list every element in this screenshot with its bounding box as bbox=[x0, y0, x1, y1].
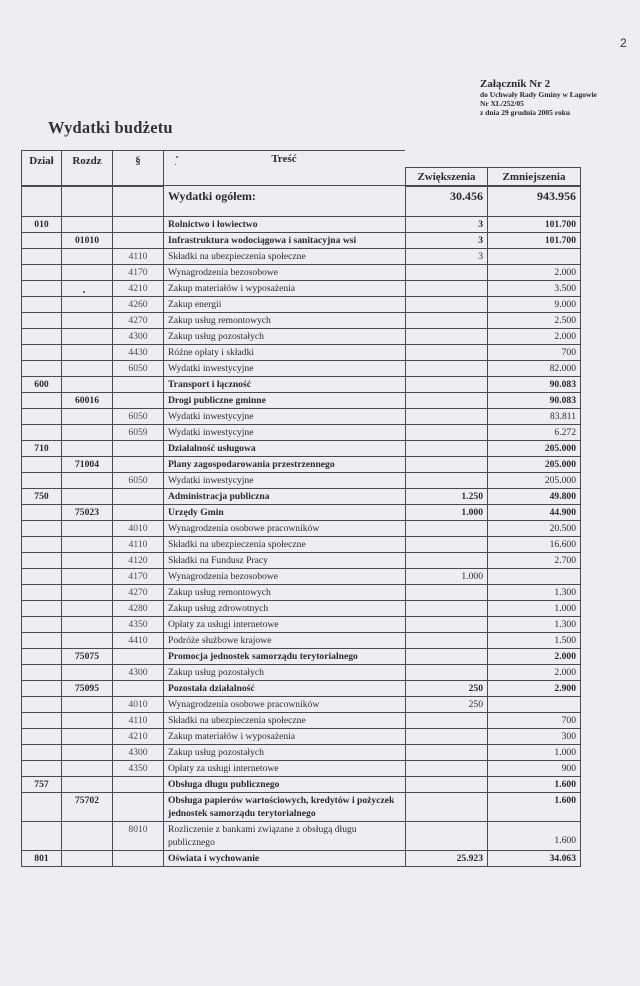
header-rozdz: Rozdz bbox=[62, 151, 113, 186]
cell-zwiekszenia bbox=[406, 585, 488, 601]
document-title: Wydatki budżetu bbox=[48, 118, 173, 137]
cell-zwiekszenia bbox=[406, 601, 488, 617]
cell-zmniejszenia: 1.300 bbox=[488, 585, 581, 601]
cell-zwiekszenia bbox=[406, 281, 488, 297]
cell-zmniejszenia: 900 bbox=[488, 761, 581, 777]
cell-zmniejszenia: 20.500 bbox=[488, 521, 581, 537]
cell-zwiekszenia bbox=[406, 441, 488, 457]
cell-tresc: Rolnictwo i łowiectwo bbox=[164, 217, 406, 233]
cell-tresc: Zakup usług remontowych bbox=[164, 585, 406, 601]
cell-tresc: Administracja publiczna bbox=[164, 489, 406, 505]
cell-dzial bbox=[22, 361, 62, 377]
cell-rozdz bbox=[62, 521, 113, 537]
cell-zmniejszenia bbox=[488, 249, 581, 265]
cell-zwiekszenia bbox=[406, 521, 488, 537]
cell-dzial bbox=[22, 681, 62, 697]
cell-paragraf: 8010 bbox=[113, 822, 164, 851]
table-row bbox=[22, 822, 581, 851]
cell-zwiekszenia bbox=[406, 822, 488, 851]
cell-rozdz bbox=[62, 617, 113, 633]
cell-dzial: 801 bbox=[22, 851, 62, 867]
scan-speck bbox=[176, 156, 178, 158]
cell-paragraf: 4110 bbox=[113, 713, 164, 729]
cell-zmniejszenia: 44.900 bbox=[488, 505, 581, 521]
cell-paragraf bbox=[113, 217, 164, 233]
cell-dzial bbox=[22, 665, 62, 681]
cell-dzial bbox=[22, 186, 62, 217]
cell-rozdz bbox=[62, 313, 113, 329]
cell-rozdz: 71004 bbox=[62, 457, 113, 473]
cell-paragraf: 4010 bbox=[113, 521, 164, 537]
cell-paragraf bbox=[113, 489, 164, 505]
cell-tresc: Zakup energii bbox=[164, 297, 406, 313]
page-number: 2 bbox=[620, 36, 627, 50]
cell-paragraf: 4280 bbox=[113, 601, 164, 617]
cell-paragraf bbox=[113, 457, 164, 473]
cell-tresc: Zakup materiałów i wyposażenia bbox=[164, 281, 406, 297]
cell-zmniejszenia: 82.000 bbox=[488, 361, 581, 377]
table-row bbox=[22, 217, 581, 233]
cell-tresc: Wydatki inwestycyjne bbox=[164, 425, 406, 441]
cell-zwiekszenia bbox=[406, 713, 488, 729]
cell-paragraf: 4120 bbox=[113, 553, 164, 569]
cell-zwiekszenia bbox=[406, 553, 488, 569]
cell-tresc: Zakup usług pozostałych bbox=[164, 665, 406, 681]
cell-dzial bbox=[22, 553, 62, 569]
annex-resolution: do Uchwały Rady Gminy w Łagowie bbox=[480, 90, 597, 99]
table-row bbox=[22, 697, 581, 713]
cell-rozdz bbox=[62, 441, 113, 457]
cell-paragraf: 4350 bbox=[113, 761, 164, 777]
annex-number: Nr XL/252/05 bbox=[480, 99, 524, 108]
cell-zwiekszenia: 25.923 bbox=[406, 851, 488, 867]
cell-zmniejszenia: 9.000 bbox=[488, 297, 581, 313]
cell-zmniejszenia: 205.000 bbox=[488, 441, 581, 457]
cell-rozdz: 60016 bbox=[62, 393, 113, 409]
table-row bbox=[22, 281, 581, 297]
cell-zmniejszenia: 300 bbox=[488, 729, 581, 745]
cell-paragraf: 4210 bbox=[113, 729, 164, 745]
cell-zmniejszenia bbox=[488, 569, 581, 585]
cell-zwiekszenia: 3 bbox=[406, 249, 488, 265]
cell-zmniejszenia: 90.083 bbox=[488, 393, 581, 409]
cell-tresc: Podróże służbowe krajowe bbox=[164, 633, 406, 649]
cell-tresc: Oświata i wychowanie bbox=[164, 851, 406, 867]
table-row bbox=[22, 361, 581, 377]
annex-title: Załącznik Nr 2 bbox=[480, 78, 551, 90]
cell-zwiekszenia bbox=[406, 329, 488, 345]
cell-zmniejszenia: 1.500 bbox=[488, 633, 581, 649]
cell-zmniejszenia: 2.000 bbox=[488, 329, 581, 345]
cell-rozdz bbox=[62, 297, 113, 313]
cell-paragraf: 4350 bbox=[113, 617, 164, 633]
cell-paragraf: 6059 bbox=[113, 425, 164, 441]
cell-paragraf bbox=[113, 233, 164, 249]
cell-rozdz bbox=[62, 409, 113, 425]
table-row bbox=[22, 393, 581, 409]
table-row bbox=[22, 265, 581, 281]
cell-tresc: Wydatki inwestycyjne bbox=[164, 361, 406, 377]
cell-zmniejszenia: 2.000 bbox=[488, 265, 581, 281]
cell-tresc: Wydatki inwestycyjne bbox=[164, 473, 406, 489]
cell-paragraf: 4170 bbox=[113, 569, 164, 585]
table-row bbox=[22, 761, 581, 777]
cell-rozdz bbox=[62, 761, 113, 777]
table-row bbox=[22, 249, 581, 265]
cell-dzial bbox=[22, 345, 62, 361]
cell-dzial bbox=[22, 729, 62, 745]
cell-zwiekszenia bbox=[406, 649, 488, 665]
cell-zmniejszenia: 2.500 bbox=[488, 313, 581, 329]
cell-rozdz bbox=[62, 425, 113, 441]
cell-tresc: Transport i łączność bbox=[164, 377, 406, 393]
cell-dzial bbox=[22, 329, 62, 345]
cell-tresc: Składki na ubezpieczenia społeczne bbox=[164, 537, 406, 553]
cell-tresc: Infrastruktura wodociągowa i sanitacyjna wsi bbox=[164, 233, 406, 249]
cell-zwiekszenia: 1.000 bbox=[406, 569, 488, 585]
cell-rozdz: 01010 bbox=[62, 233, 113, 249]
cell-paragraf bbox=[113, 649, 164, 665]
table-row bbox=[22, 345, 581, 361]
cell-zwiekszenia bbox=[406, 425, 488, 441]
table-row bbox=[22, 457, 581, 473]
cell-dzial: 010 bbox=[22, 217, 62, 233]
cell-dzial bbox=[22, 297, 62, 313]
cell-dzial bbox=[22, 249, 62, 265]
cell-rozdz bbox=[62, 186, 113, 217]
cell-paragraf: 4300 bbox=[113, 665, 164, 681]
table-row bbox=[22, 489, 581, 505]
cell-tresc: Obsługa papierów wartościowych, kredytów i pożyczek jednostek samorządu terytorialnego bbox=[164, 793, 406, 822]
cell-rozdz bbox=[62, 633, 113, 649]
cell-tresc: Działalność usługowa bbox=[164, 441, 406, 457]
cell-paragraf: 4110 bbox=[113, 537, 164, 553]
cell-rozdz bbox=[62, 585, 113, 601]
cell-tresc: Drogi publiczne gminne bbox=[164, 393, 406, 409]
table-row bbox=[22, 441, 581, 457]
cell-paragraf: 4260 bbox=[113, 297, 164, 313]
table-row bbox=[22, 377, 581, 393]
cell-paragraf: 6050 bbox=[113, 409, 164, 425]
cell-dzial bbox=[22, 713, 62, 729]
annex-header bbox=[480, 78, 597, 117]
cell-zmniejszenia: 34.063 bbox=[488, 851, 581, 867]
cell-zmniejszenia: 1.600 bbox=[488, 822, 581, 851]
cell-dzial bbox=[22, 633, 62, 649]
cell-zmniejszenia: 700 bbox=[488, 345, 581, 361]
table-row bbox=[22, 745, 581, 761]
cell-rozdz bbox=[62, 569, 113, 585]
cell-tresc: Opłaty za usługi internetowe bbox=[164, 761, 406, 777]
cell-zwiekszenia: 1.000 bbox=[406, 505, 488, 521]
cell-zwiekszenia bbox=[406, 633, 488, 649]
table-row bbox=[22, 297, 581, 313]
cell-dzial bbox=[22, 617, 62, 633]
cell-zmniejszenia: 943.956 bbox=[488, 186, 581, 217]
cell-paragraf: 4210 bbox=[113, 281, 164, 297]
cell-dzial bbox=[22, 473, 62, 489]
cell-paragraf: 4300 bbox=[113, 745, 164, 761]
cell-zmniejszenia: 205.000 bbox=[488, 473, 581, 489]
cell-dzial bbox=[22, 761, 62, 777]
table-row bbox=[22, 793, 581, 822]
cell-zwiekszenia bbox=[406, 265, 488, 281]
header-tresc: Treść bbox=[163, 150, 405, 168]
cell-tresc: Wynagrodzenia osobowe pracowników bbox=[164, 521, 406, 537]
cell-zwiekszenia bbox=[406, 537, 488, 553]
cell-paragraf bbox=[113, 777, 164, 793]
cell-dzial bbox=[22, 745, 62, 761]
cell-tresc: Zakup materiałów i wyposażenia bbox=[164, 729, 406, 745]
table-row bbox=[22, 681, 581, 697]
cell-zwiekszenia: 250 bbox=[406, 697, 488, 713]
cell-zwiekszenia bbox=[406, 777, 488, 793]
cell-zwiekszenia bbox=[406, 729, 488, 745]
table-row bbox=[22, 537, 581, 553]
cell-zmniejszenia: 700 bbox=[488, 713, 581, 729]
cell-tresc: Plany zagospodarowania przestrzennego bbox=[164, 457, 406, 473]
cell-zwiekszenia bbox=[406, 345, 488, 361]
scan-speck bbox=[83, 291, 85, 293]
cell-zmniejszenia: 1.600 bbox=[488, 793, 581, 822]
cell-zwiekszenia: 3 bbox=[406, 233, 488, 249]
cell-paragraf bbox=[113, 377, 164, 393]
table-row bbox=[22, 409, 581, 425]
cell-tresc: Wynagrodzenia bezosobowe bbox=[164, 265, 406, 281]
cell-zwiekszenia bbox=[406, 745, 488, 761]
header-paragraf: § bbox=[113, 151, 164, 186]
cell-rozdz bbox=[62, 473, 113, 489]
cell-dzial bbox=[22, 585, 62, 601]
cell-tresc: Urzędy Gmin bbox=[164, 505, 406, 521]
cell-rozdz bbox=[62, 822, 113, 851]
cell-dzial bbox=[22, 569, 62, 585]
cell-rozdz bbox=[62, 601, 113, 617]
cell-zmniejszenia: 6.272 bbox=[488, 425, 581, 441]
cell-tresc: Zakup usług pozostałych bbox=[164, 745, 406, 761]
scan-speck bbox=[175, 164, 176, 165]
cell-zwiekszenia bbox=[406, 617, 488, 633]
cell-zwiekszenia bbox=[406, 457, 488, 473]
cell-zmniejszenia: 205.000 bbox=[488, 457, 581, 473]
cell-zwiekszenia bbox=[406, 409, 488, 425]
table-row bbox=[22, 649, 581, 665]
cell-tresc: Zakup usług pozostałych bbox=[164, 329, 406, 345]
table-row bbox=[22, 521, 581, 537]
cell-zwiekszenia: 30.456 bbox=[406, 186, 488, 217]
cell-rozdz bbox=[62, 713, 113, 729]
cell-paragraf bbox=[113, 186, 164, 217]
cell-paragraf: 4170 bbox=[113, 265, 164, 281]
cell-paragraf: 4110 bbox=[113, 249, 164, 265]
header-zmniejszenia: Zmniejszenia bbox=[487, 167, 581, 187]
table-row bbox=[22, 425, 581, 441]
cell-paragraf: 6050 bbox=[113, 361, 164, 377]
cell-dzial bbox=[22, 537, 62, 553]
cell-paragraf bbox=[113, 505, 164, 521]
table-row bbox=[22, 617, 581, 633]
cell-zmniejszenia: 2.700 bbox=[488, 553, 581, 569]
cell-paragraf: 4430 bbox=[113, 345, 164, 361]
cell-zwiekszenia bbox=[406, 473, 488, 489]
cell-paragraf bbox=[113, 793, 164, 822]
table-row bbox=[22, 665, 581, 681]
cell-rozdz bbox=[62, 377, 113, 393]
cell-zmniejszenia: 2.900 bbox=[488, 681, 581, 697]
cell-zmniejszenia: 3.500 bbox=[488, 281, 581, 297]
table-row bbox=[22, 473, 581, 489]
cell-tresc: Rozliczenie z bankami związane z obsługą długu publicznego bbox=[164, 822, 406, 851]
cell-zwiekszenia bbox=[406, 793, 488, 822]
cell-tresc: Pozostała działalność bbox=[164, 681, 406, 697]
cell-tresc: Składki na Fundusz Pracy bbox=[164, 553, 406, 569]
cell-zmniejszenia: 2.000 bbox=[488, 649, 581, 665]
table-row bbox=[22, 329, 581, 345]
cell-rozdz bbox=[62, 281, 113, 297]
table-row bbox=[22, 601, 581, 617]
cell-zwiekszenia bbox=[406, 393, 488, 409]
cell-zwiekszenia: 250 bbox=[406, 681, 488, 697]
cell-dzial: 600 bbox=[22, 377, 62, 393]
cell-zmniejszenia: 1.000 bbox=[488, 745, 581, 761]
table-row bbox=[22, 633, 581, 649]
cell-zmniejszenia: 101.700 bbox=[488, 233, 581, 249]
header-dzial: Dział bbox=[22, 151, 62, 186]
cell-dzial bbox=[22, 409, 62, 425]
cell-zwiekszenia: 3 bbox=[406, 217, 488, 233]
cell-paragraf bbox=[113, 441, 164, 457]
table-header-left bbox=[21, 150, 164, 187]
cell-tresc: Wydatki inwestycyjne bbox=[164, 409, 406, 425]
cell-rozdz bbox=[62, 489, 113, 505]
cell-dzial bbox=[22, 793, 62, 822]
cell-dzial bbox=[22, 601, 62, 617]
total-row bbox=[22, 186, 581, 217]
cell-rozdz bbox=[62, 361, 113, 377]
cell-rozdz bbox=[62, 745, 113, 761]
cell-paragraf: 6050 bbox=[113, 473, 164, 489]
cell-paragraf: 4270 bbox=[113, 313, 164, 329]
cell-rozdz bbox=[62, 265, 113, 281]
table-row bbox=[22, 777, 581, 793]
cell-rozdz bbox=[62, 329, 113, 345]
table-row bbox=[22, 553, 581, 569]
cell-zmniejszenia: 1.600 bbox=[488, 777, 581, 793]
table-row bbox=[22, 505, 581, 521]
cell-paragraf: 4270 bbox=[113, 585, 164, 601]
cell-dzial: 710 bbox=[22, 441, 62, 457]
cell-rozdz bbox=[62, 217, 113, 233]
cell-zmniejszenia bbox=[488, 697, 581, 713]
cell-rozdz: 75095 bbox=[62, 681, 113, 697]
budget-table bbox=[21, 185, 581, 867]
cell-zwiekszenia: 1.250 bbox=[406, 489, 488, 505]
cell-rozdz bbox=[62, 665, 113, 681]
cell-rozdz bbox=[62, 729, 113, 745]
cell-dzial bbox=[22, 265, 62, 281]
cell-zmniejszenia: 83.811 bbox=[488, 409, 581, 425]
annex-date: z dnia 29 grudnia 2005 roku bbox=[480, 108, 571, 117]
cell-paragraf: 4410 bbox=[113, 633, 164, 649]
cell-dzial bbox=[22, 281, 62, 297]
cell-rozdz: 75702 bbox=[62, 793, 113, 822]
table-row bbox=[22, 569, 581, 585]
cell-zwiekszenia bbox=[406, 665, 488, 681]
cell-paragraf bbox=[113, 681, 164, 697]
cell-rozdz: 75075 bbox=[62, 649, 113, 665]
cell-zmniejszenia: 2.000 bbox=[488, 665, 581, 681]
cell-dzial bbox=[22, 393, 62, 409]
cell-dzial bbox=[22, 521, 62, 537]
cell-zwiekszenia bbox=[406, 297, 488, 313]
cell-tresc: Opłaty za usługi internetowe bbox=[164, 617, 406, 633]
table-row bbox=[22, 713, 581, 729]
cell-dzial bbox=[22, 505, 62, 521]
cell-zmniejszenia: 1.000 bbox=[488, 601, 581, 617]
cell-zmniejszenia: 90.083 bbox=[488, 377, 581, 393]
cell-tresc: Składki na ubezpieczenia społeczne bbox=[164, 249, 406, 265]
table-row bbox=[22, 313, 581, 329]
cell-dzial bbox=[22, 233, 62, 249]
cell-dzial: 757 bbox=[22, 777, 62, 793]
cell-dzial bbox=[22, 697, 62, 713]
cell-dzial bbox=[22, 822, 62, 851]
cell-rozdz bbox=[62, 553, 113, 569]
cell-rozdz bbox=[62, 537, 113, 553]
header-zwiekszenia: Zwiększenia bbox=[405, 167, 488, 187]
cell-zmniejszenia: 49.800 bbox=[488, 489, 581, 505]
cell-zwiekszenia bbox=[406, 761, 488, 777]
cell-tresc: Zakup usług zdrowotnych bbox=[164, 601, 406, 617]
cell-rozdz bbox=[62, 345, 113, 361]
cell-dzial bbox=[22, 425, 62, 441]
table-row bbox=[22, 851, 581, 867]
cell-zmniejszenia: 101.700 bbox=[488, 217, 581, 233]
cell-tresc: Wydatki ogółem: bbox=[164, 186, 406, 217]
cell-rozdz bbox=[62, 697, 113, 713]
cell-tresc: Wynagrodzenia bezosobowe bbox=[164, 569, 406, 585]
cell-rozdz bbox=[62, 777, 113, 793]
cell-dzial bbox=[22, 649, 62, 665]
cell-rozdz: 75023 bbox=[62, 505, 113, 521]
cell-dzial bbox=[22, 457, 62, 473]
cell-zwiekszenia bbox=[406, 377, 488, 393]
cell-tresc: Składki na ubezpieczenia społeczne bbox=[164, 713, 406, 729]
cell-dzial: 750 bbox=[22, 489, 62, 505]
table-row bbox=[22, 233, 581, 249]
cell-rozdz bbox=[62, 851, 113, 867]
cell-zwiekszenia bbox=[406, 361, 488, 377]
table-row bbox=[22, 585, 581, 601]
table-row bbox=[22, 729, 581, 745]
cell-paragraf: 4010 bbox=[113, 697, 164, 713]
cell-tresc: Zakup usług remontowych bbox=[164, 313, 406, 329]
cell-paragraf bbox=[113, 851, 164, 867]
cell-zmniejszenia: 16.600 bbox=[488, 537, 581, 553]
cell-tresc: Wynagrodzenia osobowe pracowników bbox=[164, 697, 406, 713]
cell-tresc: Promocja jednostek samorządu terytorialnego bbox=[164, 649, 406, 665]
cell-paragraf bbox=[113, 393, 164, 409]
cell-zmniejszenia: 1.300 bbox=[488, 617, 581, 633]
cell-zwiekszenia bbox=[406, 313, 488, 329]
cell-tresc: Obsługa długu publicznego bbox=[164, 777, 406, 793]
cell-rozdz bbox=[62, 249, 113, 265]
cell-tresc: Różne opłaty i składki bbox=[164, 345, 406, 361]
cell-paragraf: 4300 bbox=[113, 329, 164, 345]
cell-dzial bbox=[22, 313, 62, 329]
